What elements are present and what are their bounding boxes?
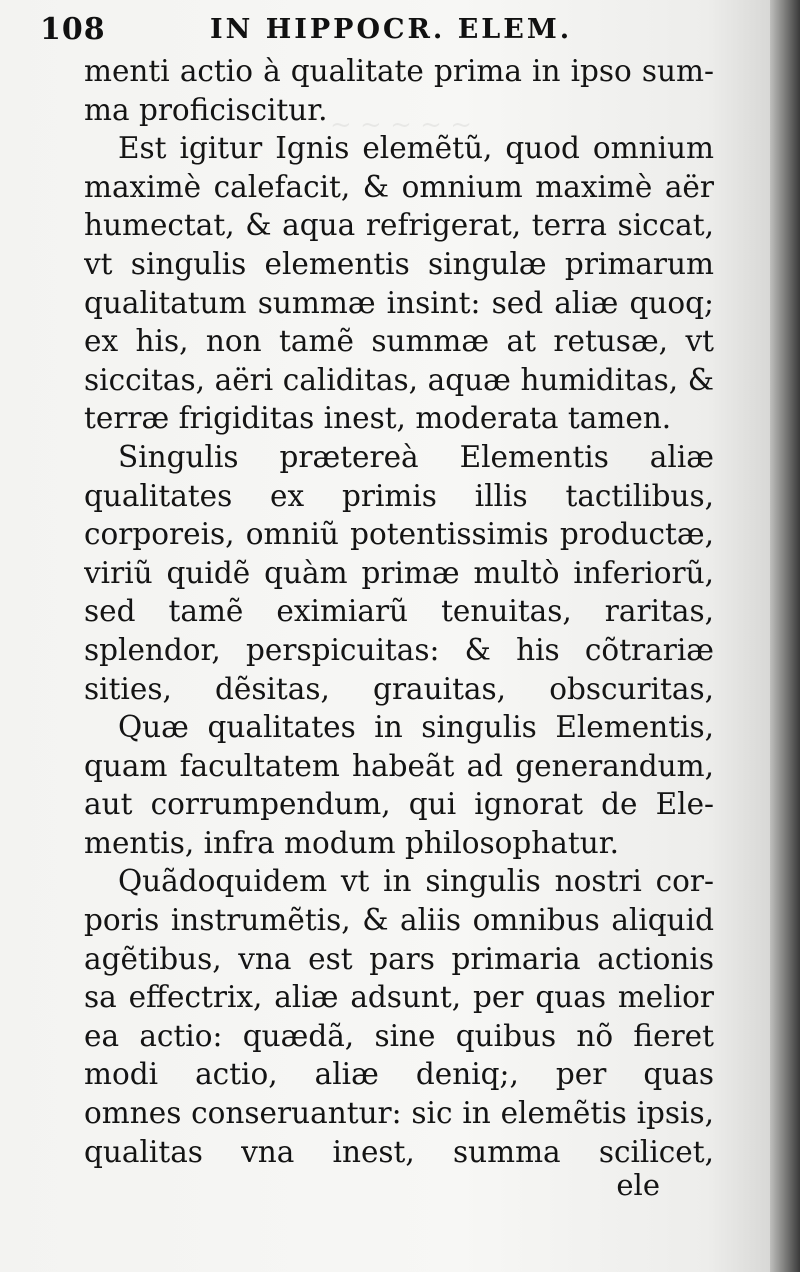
paragraph-start-line: Singulis prætereà Elementis aliæ [118,439,714,474]
text-line: quam facultatem habeãt ad generandum, [84,748,714,783]
text-line: qualitas vna inest, summa scilicet, [84,1134,714,1169]
text-line: mentis, infra modum philosophatur. [84,825,619,860]
page-number: 108 [40,12,106,47]
text-line: maximè calefacit, & omnium maximè aër [84,169,714,204]
show-through-ghost: ~ ~ ~ ~ ~ [330,110,472,140]
running-head: IN HIPPOCR. ELEM. [210,14,573,45]
text-line: humectat, & aqua refrigerat, terra siccat, [84,208,714,243]
text-line: ma proficiscitur. [84,92,328,127]
text-line: viriũ quidẽ quàm primæ multò inferiorũ, [84,555,714,590]
paragraph-start-line: Est igitur Ignis elemẽtũ, quod omnium [118,131,714,166]
text-line: vt singulis elementis singulæ primarum [84,246,714,281]
text-line: modi actio, aliæ deniq;, per quas [84,1057,714,1092]
text-line: corporeis, omniũ potentissimis productæ, [84,517,714,552]
paragraph-start-line: Quãdoquidem vt in singulis nostri cor- [118,864,714,899]
body-text [84,52,714,1171]
text-line: menti actio à qualitate prima in ipso sum- [84,54,714,88]
text-line: ex his, non tamẽ summæ at retusæ, vt [84,324,714,359]
text-line: poris instrumẽtis, & aliis omnibus aliquid [84,903,714,938]
text-line: sa effectrix, aliæ adsunt, per quas melior [84,980,714,1015]
text-line: terræ frigiditas inest, moderata tamen. [84,401,672,436]
catchword: ele [616,1168,660,1202]
text-line: sities, dẽsitas, grauitas, obscuritas, [84,671,714,706]
text-line: ea actio: quædã, sine quibus nõ fieret [84,1018,714,1053]
text-line: sed tamẽ eximiarũ tenuitas, raritas, [84,594,714,629]
text-line: aut corrumpendum, qui ignorat de Ele- [84,787,714,822]
paragraph-start-line: Quæ qualitates in singulis Elementis, [118,710,714,745]
page-header [40,6,600,46]
text-line: qualitatum summæ insint: sed aliæ quoq; [84,285,714,320]
text-line: agẽtibus, vna est pars primaria actionis [84,941,714,976]
text-line: siccitas, aëri caliditas, aquæ humiditas, & [84,362,714,397]
text-line: splendor, perspicuitas: & his cõtrariæ [84,632,714,667]
text-line: omnes conseruantur: sic in elemẽtis ipsis, [84,1096,714,1131]
text-line: qualitates ex primis illis tactilibus, [84,478,714,513]
book-gutter-shadow [770,0,800,1272]
